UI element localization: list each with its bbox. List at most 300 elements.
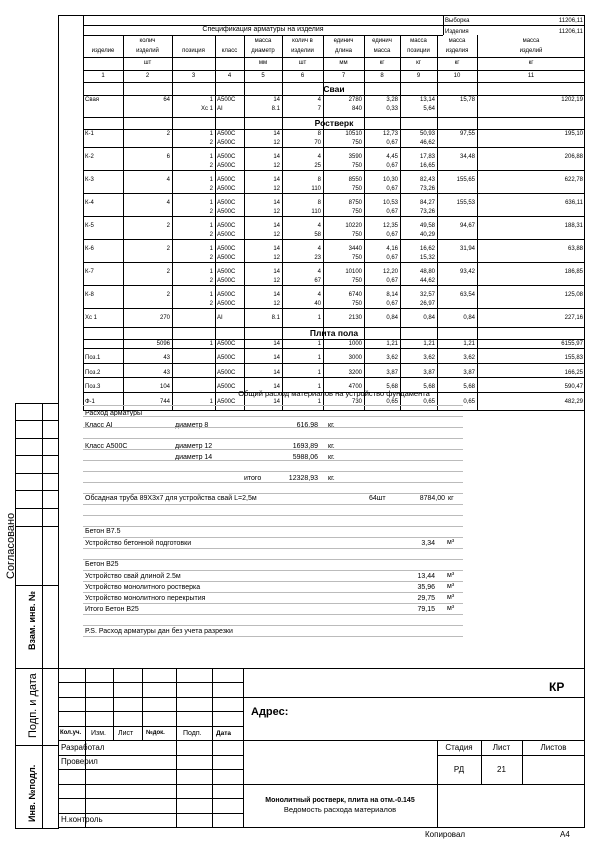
cell: 622,78 (564, 177, 583, 183)
row-line (83, 216, 585, 217)
cell: 14 (273, 177, 280, 183)
side-strip-bottom-line (15, 828, 59, 829)
side-strip-top-line (15, 403, 59, 404)
cell: 1,21 (386, 340, 398, 347)
col-number: 3 (191, 73, 196, 79)
cell: 14 (273, 369, 280, 376)
klass-a500-label: Класс А500С (85, 443, 128, 450)
row-line (83, 239, 585, 240)
cell: 25 (314, 162, 321, 169)
table-vline (172, 35, 173, 411)
side-grid-line (15, 508, 59, 509)
cell: А500С (217, 154, 236, 160)
col-header-line3: шт (298, 60, 307, 66)
col-number: 11 (527, 73, 535, 79)
cell: 16,65 (419, 162, 435, 169)
perekrytie-value: 29,75 (417, 595, 435, 602)
cell: 10510 (345, 131, 362, 137)
cell: 12 (273, 162, 280, 169)
note-text: Р.S. Расход арматуры дан без учета разрезки (85, 628, 233, 635)
side-grid-line (15, 455, 59, 456)
cell: А500С (217, 131, 236, 137)
cell: 4 (317, 269, 321, 275)
list-label: Лист (492, 743, 511, 752)
stamp-hline (58, 711, 243, 712)
table-vline (282, 35, 283, 411)
table-hline (83, 57, 585, 58)
cell: 10,30 (382, 177, 398, 183)
col-number: 7 (341, 73, 346, 79)
rostverk-unit: м³ (447, 583, 455, 590)
itogo-b25-unit: м³ (447, 605, 455, 612)
cell: 12 (273, 231, 280, 238)
cell: 730 (351, 398, 362, 405)
section-line (83, 339, 585, 340)
podp-data-label: Подп. и дата (27, 673, 39, 738)
col-podp: Подп. (183, 730, 202, 737)
cell: К-7 (85, 269, 94, 275)
cell: 1,21 (463, 340, 475, 347)
cell: 5,68 (463, 384, 475, 390)
cell: 12 (273, 254, 280, 261)
cell: 186,85 (564, 269, 583, 275)
side-grid-line (15, 526, 59, 527)
cell: 2 (209, 277, 213, 284)
cell: 26,97 (419, 300, 435, 307)
summary-grid-line (83, 559, 463, 560)
col-header-line2: класс (221, 48, 238, 54)
cell: AI (217, 315, 223, 321)
table-vline (400, 35, 401, 411)
cell: 3,28 (386, 97, 398, 103)
table-vline (437, 35, 438, 411)
cell: 4,45 (386, 154, 398, 160)
cell: 8750 (348, 200, 362, 206)
col-header-line2: изделие (91, 48, 115, 54)
row-line (83, 348, 585, 349)
cell: 1 (209, 269, 213, 275)
section-line (83, 129, 585, 130)
cell: 13,14 (419, 97, 435, 103)
cell: 4 (317, 292, 321, 298)
table-vline (123, 35, 124, 411)
cell: 2130 (348, 315, 362, 321)
diam8-label: диаметр 8 (175, 422, 209, 429)
col-header-line1: масса (254, 38, 272, 44)
stamp-address-label: Адрес: (251, 706, 289, 718)
cell: К-5 (85, 223, 94, 229)
cell: 1 (317, 398, 321, 405)
obsad-unit: кг (448, 495, 454, 502)
table-vline (83, 15, 84, 411)
cell: 12 (273, 185, 280, 192)
vzam-inv-label: Взам. инв. № (27, 590, 37, 650)
summary-grid-line (83, 603, 463, 604)
perekrytie-unit: м³ (447, 594, 455, 601)
soglasovano-label: Согласовано (5, 512, 17, 579)
cell: 14 (273, 200, 280, 206)
summary-grid-line (83, 570, 463, 571)
cell: 82,43 (419, 177, 435, 183)
cell: 3,62 (423, 355, 435, 361)
cell: К-3 (85, 177, 94, 183)
cell: 8 (317, 200, 321, 206)
cell: 3,62 (463, 355, 475, 361)
cell: Свая (85, 97, 100, 103)
summary-grid-line (83, 416, 463, 417)
cell: 206,88 (564, 154, 583, 160)
podgotovka-value: 3,34 (421, 540, 435, 547)
cell: 14 (273, 398, 280, 405)
col-izm: Изм. (91, 730, 106, 737)
cell: 8,14 (386, 292, 398, 298)
row-line (83, 377, 585, 378)
stamp-hline (58, 740, 585, 741)
cell: А500С (217, 300, 236, 307)
col-number: 4 (227, 73, 232, 79)
cell: 270 (159, 315, 170, 321)
proveril-label: Проверил (61, 757, 98, 766)
cell: А500С (217, 208, 236, 215)
table-vline (443, 15, 444, 35)
cell: 2 (209, 300, 213, 307)
cell: 590,47 (564, 384, 583, 390)
cell: 3,87 (386, 369, 398, 376)
section-title: Ростверк (314, 118, 354, 128)
col-header-line1: масса (410, 38, 427, 44)
summary-grid-line (83, 449, 463, 450)
svai-value: 13,44 (417, 573, 435, 580)
cell: К-8 (85, 292, 94, 298)
diam8-value: 616,98 (296, 422, 318, 429)
col-number: 1 (101, 73, 105, 79)
table-vline (215, 35, 216, 411)
cell: 63,54 (459, 292, 475, 298)
cell: 744 (159, 398, 170, 405)
col-header-line3: кг (379, 60, 385, 66)
summary-grid-line (83, 460, 463, 461)
cell: 2 (209, 139, 213, 146)
izdelia-label: Изделия (445, 29, 469, 35)
list-value: 21 (497, 765, 506, 774)
row-line (83, 363, 585, 364)
cell: 44,62 (419, 277, 435, 284)
cell: 93,42 (459, 269, 475, 275)
cell: 5096 (156, 340, 170, 347)
cell: 0,65 (463, 398, 475, 405)
cell: 1000 (348, 340, 362, 347)
col-ndok: №док. (146, 730, 165, 736)
cell: 1 (209, 200, 213, 206)
cell: 0,65 (386, 398, 398, 405)
cell: 5,64 (423, 105, 435, 112)
cell: 3,87 (423, 369, 435, 376)
section-line (83, 95, 585, 96)
svai-unit: м³ (447, 572, 455, 579)
cell: 8 (317, 177, 321, 183)
col-header-line1: колич в (292, 38, 313, 44)
cell: А500С (217, 223, 236, 229)
cell: 50,93 (419, 131, 435, 137)
rashod-label: Расход арматуры (85, 410, 142, 417)
kopiroval-label: Копировал (425, 830, 466, 839)
col-header-line3: шт (143, 60, 152, 66)
cell: AI (217, 105, 223, 112)
cell: А500С (217, 200, 236, 206)
cell: 12 (273, 277, 280, 284)
itogo-b25-label: Итого Бетон В25 (85, 606, 139, 613)
cell: 58 (314, 231, 321, 238)
row-line (83, 308, 585, 309)
cell: Хс 1 (200, 105, 213, 112)
cell: 49,58 (419, 223, 435, 229)
side-grid-line (15, 490, 59, 491)
stadia-value: РД (453, 765, 465, 774)
col-header-line1: единич (372, 38, 392, 44)
cell: 110 (311, 208, 321, 215)
cell: 6 (166, 154, 170, 160)
itogo-unit: кг. (328, 475, 335, 482)
summary-grid-line (83, 548, 463, 549)
cell: 14 (273, 97, 280, 103)
cell: 8 (317, 131, 321, 137)
summary-grid-line (83, 405, 463, 406)
col-header-line2: позиция (182, 48, 205, 54)
table-vline (364, 35, 365, 411)
cell: 636,11 (565, 200, 583, 206)
section-end-line (83, 410, 585, 411)
format-label: А4 (560, 830, 570, 839)
col-header-line3: мм (258, 60, 268, 66)
cell: 73,26 (419, 208, 435, 215)
col-header-line3: кг (528, 60, 534, 66)
col-kol-uch: Кол.уч. (60, 730, 82, 736)
cell: 1 (317, 384, 321, 390)
stamp-hline (243, 784, 585, 785)
cell: 3200 (348, 369, 362, 376)
cell: 73,26 (419, 185, 435, 192)
cell: 750 (351, 139, 362, 146)
stamp-hline (58, 726, 243, 727)
cell: 67 (314, 277, 321, 284)
cell: 0,84 (423, 315, 435, 321)
col-header-line2: изделии (291, 48, 314, 54)
stamp-top-line (58, 668, 585, 669)
stadia-label: Стадия (445, 743, 473, 752)
col-data: Дата (216, 730, 232, 737)
stamp-code: КР (549, 680, 565, 694)
cell: 2780 (348, 97, 362, 103)
cell: 750 (351, 185, 362, 192)
cell: 97,55 (459, 131, 475, 137)
cell: 0,65 (423, 398, 435, 405)
stamp-hline (243, 697, 585, 698)
cell: 4 (317, 154, 321, 160)
table-hline (83, 35, 443, 36)
cell: 8550 (348, 177, 362, 183)
cell: 2 (209, 208, 213, 215)
cell: А500С (217, 246, 236, 252)
cell: 155,83 (564, 355, 583, 361)
summary-title: Общий расход материалов на устройство фундамента (238, 389, 430, 398)
rostverk-label: Устройство монолитного ростверка (85, 584, 201, 591)
summary-grid-line (83, 581, 463, 582)
cell: 0,67 (386, 277, 398, 284)
cell: А500С (217, 277, 236, 284)
cell: 43 (163, 369, 170, 376)
table-hline (83, 70, 585, 71)
col-header-line2: позиции (407, 48, 430, 54)
spec-title: Спецификация арматуры на изделия (202, 26, 324, 33)
cell: 10220 (345, 223, 362, 229)
cell: 1 (209, 97, 213, 103)
cell: 15,78 (459, 97, 475, 103)
summary-grid-line (83, 438, 463, 439)
stamp-vline (212, 668, 213, 828)
cell: 12 (273, 208, 280, 215)
table-vline (477, 35, 478, 411)
cell: 2 (209, 162, 213, 169)
cell: 1 (317, 315, 321, 321)
summary-grid-line (83, 504, 463, 505)
cell: 5,68 (386, 384, 398, 390)
col-number: 2 (145, 73, 150, 79)
cell: 4,16 (386, 246, 398, 252)
stamp-hline (437, 755, 585, 756)
col-header-line2: длина (334, 48, 352, 54)
cell: 0,67 (386, 208, 398, 215)
diam12-value: 1693,89 (292, 443, 318, 450)
cell: 8.1 (271, 105, 280, 112)
cell: 3000 (348, 355, 362, 361)
cell: 1 (209, 131, 213, 137)
cell: А500С (217, 384, 236, 390)
side-grid-line (15, 438, 59, 439)
cell: 1 (317, 340, 321, 347)
col-header-line2: изделия (445, 48, 469, 54)
cell: 1 (209, 398, 213, 405)
diam14-label: диаметр 14 (175, 454, 213, 461)
row-line (83, 193, 585, 194)
cell: 155,65 (456, 177, 475, 183)
cell: А500С (217, 355, 236, 361)
cell: 0,67 (386, 185, 398, 192)
cell: 40,29 (419, 231, 435, 238)
summary-grid-line (83, 482, 463, 483)
cell: 16,62 (419, 246, 435, 252)
cell: 7 (317, 105, 321, 112)
cell: 1 (209, 292, 213, 298)
cell: 2 (166, 131, 170, 137)
stamp-vline (113, 668, 114, 740)
cell: 482,29 (564, 398, 583, 405)
cell: А500С (217, 139, 236, 146)
cell: 14 (273, 154, 280, 160)
row-line (83, 170, 585, 171)
itogo-label: итого (244, 475, 262, 482)
summary-grid-line (83, 471, 463, 472)
col-list: Лист (118, 730, 134, 737)
col-header-line1: единич (333, 38, 354, 44)
cell: А500С (217, 185, 236, 192)
cell: 110 (311, 185, 321, 192)
cell: А500С (217, 177, 236, 183)
listov-label: Листов (540, 743, 567, 752)
stamp-hline (58, 755, 243, 756)
section-title: Сваи (323, 84, 345, 94)
cell: 3440 (348, 246, 362, 252)
cell: 23 (314, 254, 321, 261)
title-line2: Ведомость расхода материалов (283, 805, 397, 814)
cell: 750 (351, 231, 362, 238)
cell: 34,48 (459, 154, 475, 160)
cell: К-6 (85, 246, 94, 252)
cell: А500С (217, 162, 236, 169)
cell: Ф-1 (85, 398, 95, 405)
stamp-vline (142, 668, 143, 740)
cell: А500С (217, 97, 236, 103)
cell: 227,16 (564, 315, 583, 321)
cell: Поз.1 (85, 355, 101, 361)
razrabotal-label: Разработал (61, 743, 105, 752)
side-grid-line (15, 473, 59, 474)
col-header-line2: масса (373, 48, 391, 54)
svai-label: Устройство свай длиной 2.5м (85, 573, 181, 580)
cell: 0,33 (386, 105, 398, 112)
perekrytie-label: Устройство монолитного перекрытия (85, 595, 206, 602)
cell: 12 (273, 300, 280, 307)
cell: 4 (317, 246, 321, 252)
cell: 64 (163, 97, 170, 103)
cell: 2 (166, 269, 170, 275)
summary-grid-line (83, 614, 463, 615)
stamp-hline (58, 682, 243, 683)
cell: 195,10 (564, 131, 583, 137)
cell: А500С (217, 254, 236, 261)
cell: 6155,97 (561, 340, 583, 347)
stamp-hline (58, 769, 243, 770)
cell: 188,31 (564, 223, 583, 229)
cell: А500С (217, 231, 236, 238)
cell: 12,35 (382, 223, 398, 229)
cell: 14 (273, 131, 280, 137)
beton-b25-label: Бетон В25 (85, 561, 119, 568)
cell: 104 (159, 384, 170, 390)
cell: 2 (209, 231, 213, 238)
cell: 0,67 (386, 300, 398, 307)
side-block-line (15, 585, 59, 586)
obsad-count: 64шт (369, 495, 386, 502)
cell: 48,80 (419, 269, 435, 275)
obsad-label: Обсадная труба 89Х3х7 для устройства свай L=2,5м (85, 495, 257, 502)
stamp-hline (58, 784, 243, 785)
cell: 1 (317, 355, 321, 361)
cell: Поз.3 (85, 384, 101, 390)
cell: 84,27 (419, 200, 435, 206)
cell: 14 (273, 223, 280, 229)
cell: 12,20 (382, 269, 398, 275)
cell: 0,84 (463, 315, 475, 321)
cell: А500С (217, 369, 236, 376)
itogo-b25-value: 79,15 (417, 606, 435, 613)
cell: 0,67 (386, 254, 398, 261)
cell: 15,32 (419, 254, 435, 261)
col-header-line2: изделий (136, 48, 159, 54)
cell: 750 (351, 254, 362, 261)
diam12-label: диаметр 12 (175, 443, 213, 450)
cell: 1 (209, 154, 213, 160)
table-vline (244, 35, 245, 411)
